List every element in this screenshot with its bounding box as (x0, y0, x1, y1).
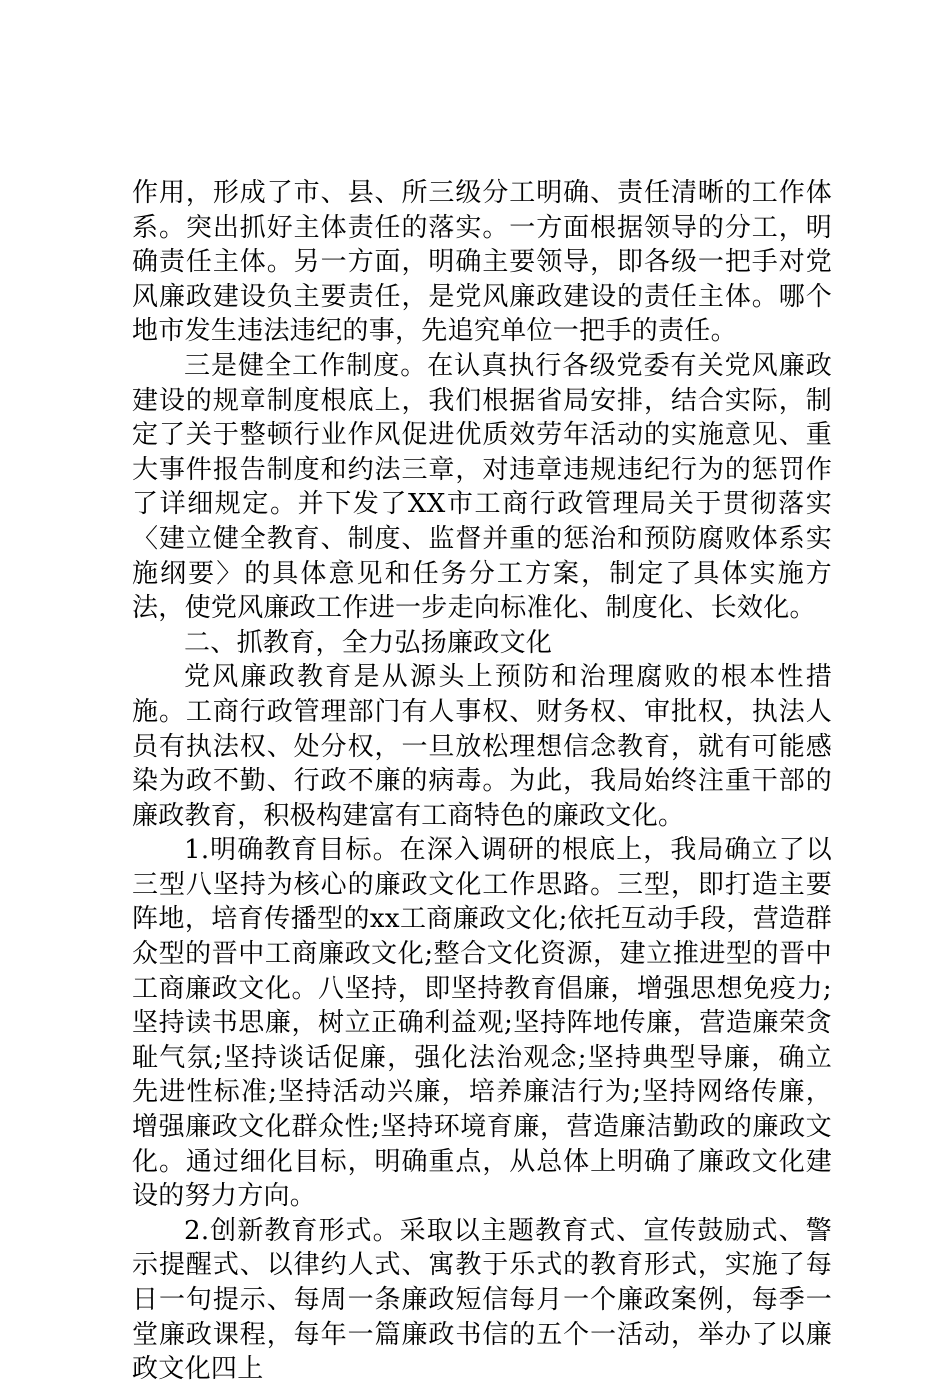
paragraph-education-intro: 党风廉政教育是从源头上预防和治理腐败的根本性措施。工商行政管理部门有人事权、财务权、审批权，执法人员有执法权、处分权，一旦放松理想信念教育，就有可能感染为政不勤、行政不廉的病毒。为此，我局始终注重干部的廉政教育，积极构建富有工商特色的廉政文化。 (132, 662, 832, 831)
paragraph-continuation: 作用，形成了市、县、所三级分工明确、责任清晰的工作体系。突出抓好主体责任的落实。一方面根据领导的分工，明确责任主体。另一方面，明确主要领导，即各级一把手对党风廉政建设负主要责任，是党风廉政建设的责任主体。哪个地市发生违法违纪的事，先追究单位一把手的责任。 (132, 178, 832, 347)
paragraph-work-system: 三是健全工作制度。在认真执行各级党委有关党风廉政建设的规章制度根底上，我们根据省局安排，结合实际，制定了关于整顿行业作风促进优质效劳年活动的实施意见、重大事件报告制度和约法三章，对违章违规违纪行为的惩罚作了详细规定。并下发了XX市工商行政管理局关于贯彻落实〈建立健全教育、制度、监督并重的惩治和预防腐败体系实施纲要〉的具体意见和任务分工方案，制定了具体实施方法，使党风廉政工作进一步走向标准化、制度化、长效化。 (132, 350, 832, 624)
paragraph-education-forms: 2.创新教育形式。采取以主题教育式、宣传鼓励式、警示提醒式、以律约人式、寓教于乐式的教育形式，实施了每日一句提示、每周一条廉政短信每月一个廉政案例，每季一堂廉政课程，每年一篇廉政书信的五个一活动，举办了以廉政文化四上 (132, 1215, 832, 1385)
section-heading: 二、抓教育，全力弘扬廉政文化 (184, 627, 553, 658)
paragraph-education-goals: 1.明确教育目标。在深入调研的根底上，我局确立了以三型八坚持为核心的廉政文化工作思路。三型，即打造主要阵地，培育传播型的xx工商廉政文化;依托互动手段，营造群众型的晋中工商廉政文化;整合文化资源，建立推进型的晋中工商廉政文化。八坚持，即坚持教育倡廉，增强思想免疫力;坚持读书思廉，树立正确利益观;坚持阵地传廉，营造廉荣贪耻气氛;坚持谈话促廉，强化法治观念;坚持典型导廉，确立先进性标准;坚持活动兴廉，培养廉洁行为;坚持网络传廉，增强廉政文化群众性;坚持环境育廉，营造廉洁勤政的廉政文化。通过细化目标，明确重点，从总体上明确了廉政文化建设的努力方向。 (132, 835, 832, 1212)
body-text (132, 176, 832, 1387)
